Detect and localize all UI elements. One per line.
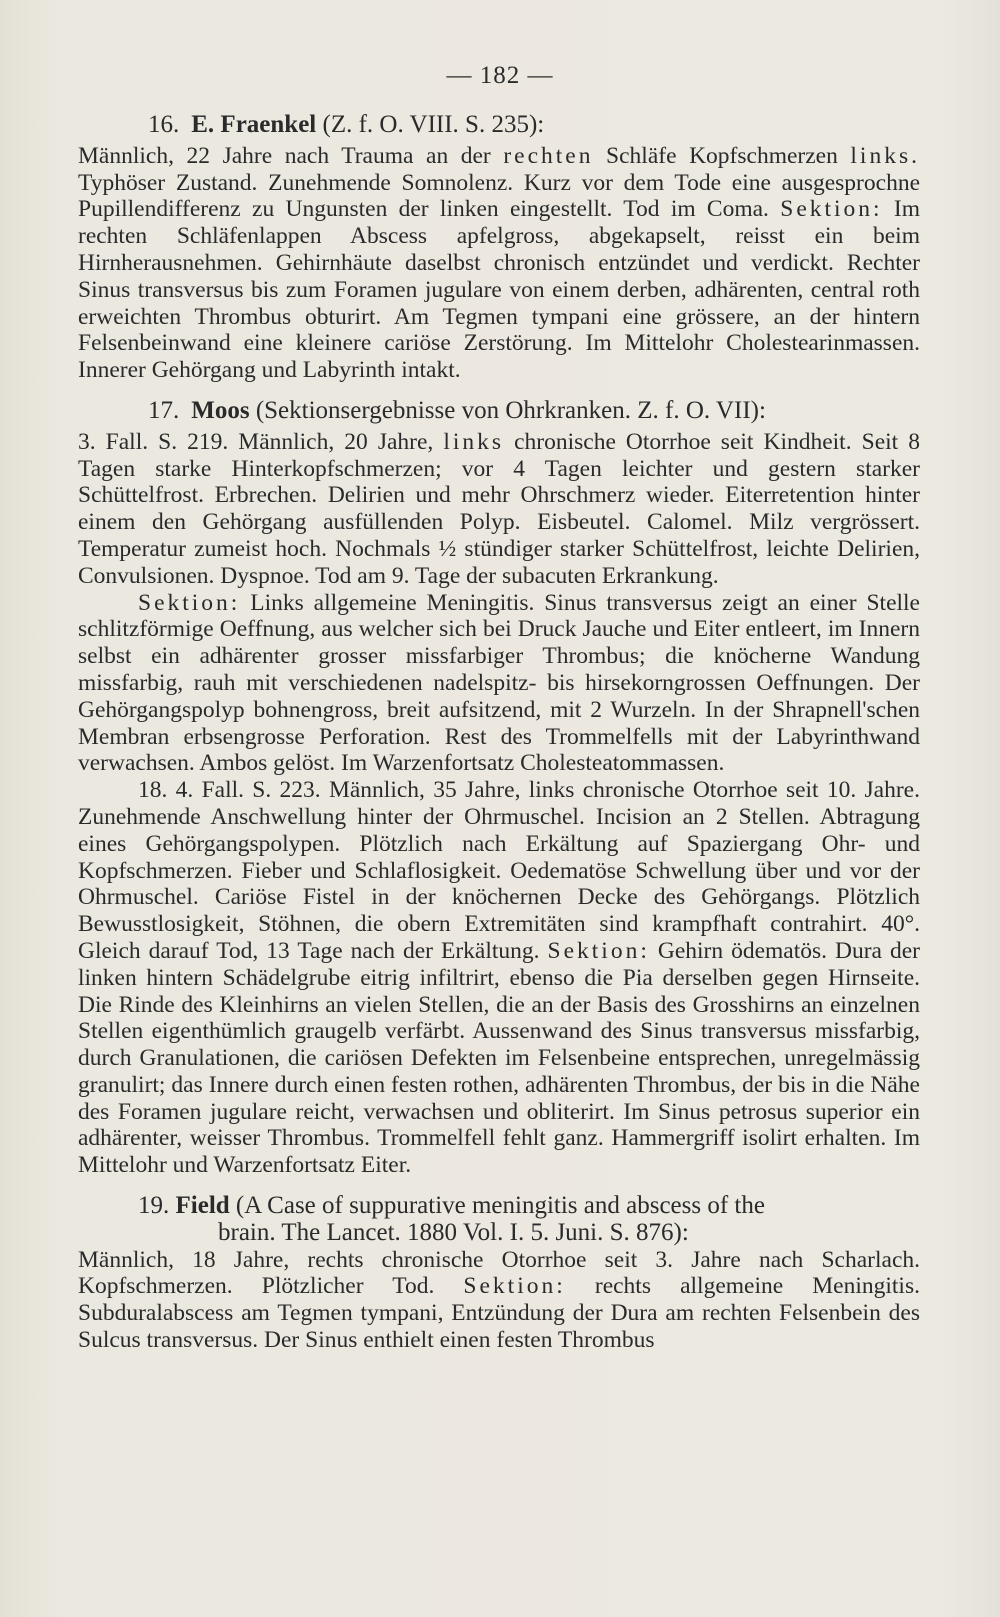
case-author: Field bbox=[175, 1192, 230, 1220]
body-text: Gehirn ödematös. Dura der linken hintern Schädelgrube eitrig infiltrirt, ebenso die Pia derselben gegen Hirnseite. Die Rinde des Kleinhirns an vielen Stellen, die an der Basis des Grosshirns an einzelnen Stellen eigenthümlich graugelb verfärbt. Aussenwand des Sinus transversus missfarbig, durch Granulationen, die cariösen Defekten im Felsenbeine entsprechen, unregelmässig granulirt; das Innere durch einen festen rothen, adhärenten Thrombus, der bis in die Nähe des Foramen jugulare reicht, verwachsen und obliterirt. Im Sinus petrosus superior ein adhärenter, weisser Thrombus. Trommelfell fehlt ganz. Hammergriff isolirt erhalten. Im Mittelohr und Warzenfortsatz Eiter. bbox=[78, 937, 920, 1179]
body-text: Typhöser Zustand. Zunehmende Somnolenz. Kurz vor dem Tode eine ausgesprochne Pupillendifferenz zu Ungunsten der linken eingestellt. Tod im Coma. bbox=[78, 169, 920, 223]
case-body bbox=[78, 1247, 920, 1354]
page-number: — 182 — bbox=[446, 62, 554, 89]
case-entry-19 bbox=[78, 1193, 920, 1354]
case-number: 18. bbox=[138, 777, 168, 804]
case-number: 16. bbox=[148, 111, 180, 138]
emphasized-word: links. bbox=[850, 142, 920, 169]
case-body bbox=[78, 429, 920, 590]
case-body-sektion bbox=[78, 590, 920, 778]
sektion-label: Sektion: bbox=[780, 196, 883, 223]
sektion-label: Sektion: bbox=[138, 589, 241, 616]
case-source-line-1: (A Case of suppurative meningitis and abscess of the bbox=[235, 1192, 765, 1220]
body-text: Männlich, 18 Jahre, rechts chronische Otorrhoe seit 3. Jahre nach Scharlach. Kopfschmerzen. Plötzlicher Tod. bbox=[78, 1246, 920, 1300]
case-number: 19. bbox=[138, 1192, 170, 1220]
case-heading-17 bbox=[78, 398, 920, 425]
case-source: (Sektionsergebnisse von Ohrkranken. Z. f. O. VII): bbox=[255, 396, 766, 424]
case-entry-16 bbox=[78, 112, 920, 384]
case-heading-16 bbox=[78, 112, 920, 139]
case-entry-18 bbox=[78, 777, 920, 1179]
body-text: Im rechten Schläfenlappen Abscess apfelgross, abgekapselt, reisst ein beim Hirnherausnehmen. Gehirnhäute daselbst chronisch entzündet und verdickt. Rechter Sinus transversus bis zum Foramen jugulare von einem derben, adhärenten, central roth erweichten Thrombus obturirt. Am Tegmen tympani eine grössere, an der hintern Felsenbeinwand eine kleinere cariöse Zerstörung. Im Mittelohr Cholestearinmassen. Innerer Gehörgang und Labyrinth intakt. bbox=[78, 196, 921, 384]
body-text: chronische Otorrhoe seit Kindheit. Seit 8 Tagen starke Hinterkopfschmerzen; vor 4 Tagen leichter und gestern starker Schüttelfrost. Erbrechen. Delirien und mehr Ohrschmerz wieder. Eiterretention hinter einem den Gehörgang ausfüllenden Polyp. Eisbeutel. Calomel. Milz vergrössert. Temperatur zumeist hoch. Nochmals ½ stündiger starker Schüttelfrost, leichte Delirien, Convulsionen. Dyspnoe. Tod am 9. Tage der subacuten Erkrankung. bbox=[78, 428, 920, 589]
body-text: 3. Fall. S. 219. Männlich, 20 Jahre, bbox=[78, 428, 444, 455]
case-source-line-2: brain. The Lancet. 1880 Vol. I. 5. Juni. S. 876): bbox=[218, 1218, 689, 1246]
body-text: Links allgemeine Meningitis. Sinus transversus zeigt an einer Stelle schlitzförmige Oeffnung, aus welcher sich bei Druck Jauche und Eiter entleert, im Innern selbst ein adhärenter grosser missfarbiger Thrombus; die knöcherne Wandung missfarbig, rauh mit verschiedenen nadelspitz- bis hirsekorngrossen Oeffnungen. Der Gehörgangspolyp bohnengross, breit aufsitzend, mit 2 Wurzeln. In der Shrapnell'schen Membran erbsengrosse Perforation. Rest des Trommelfells mit der Labyrinthwand verwachsen. Ambos gelöst. Im Warzenfortsatz Cholesteatommassen. bbox=[78, 589, 920, 777]
sektion-label: Sektion: bbox=[463, 1273, 566, 1300]
case-number: 17. bbox=[148, 396, 180, 424]
case-heading-19 bbox=[78, 1193, 920, 1247]
case-author: Moos bbox=[191, 396, 250, 424]
body-text: 4. Fall. S. 223. Männlich, 35 Jahre, links chronische Otorrhoe seit 10. Jahre. Zunehmende Anschwellung hinter der Ohrmuschel. Incision an 2 Stellen. Abtragung eines Gehörgangspolypen. Plötzlich nach Erkältung auf Spaziergang Ohr- und Kopfschmerzen. Fieber und Schlaflosigkeit. Oedematöse Schwellung über und vor der Ohrmuschel. Cariöse Fistel in der knöchernen Decke des Gehörgangs. Plötzlich Bewusstlosigkeit, Stöhnen, die obern Extremitäten sind krampfhaft contrahirt. 40°. Gleich darauf Tod, 13 Tage nach der Erkältung. bbox=[78, 777, 920, 964]
case-author: E. Fraenkel bbox=[191, 111, 317, 138]
emphasized-word: rechten bbox=[503, 142, 594, 169]
body-text: rechts allgemeine Meningitis. Subduralabscess am Tegmen tympani, Entzündung der Dura am rechten Felsenbein des Sulcus transversus. Der Sinus enthielt einen festen Thrombus bbox=[78, 1273, 920, 1354]
emphasized-word: links bbox=[443, 428, 505, 455]
case-source: (Z. f. O. VIII. S. 235): bbox=[322, 111, 545, 138]
case-body bbox=[78, 777, 920, 1179]
case-body bbox=[78, 143, 920, 384]
body-text: Männlich, 22 Jahre nach Trauma an der bbox=[78, 142, 504, 169]
body-text: Schläfe Kopfschmerzen bbox=[593, 142, 851, 169]
sektion-label: Sektion: bbox=[547, 937, 650, 964]
case-entry-17 bbox=[78, 398, 920, 777]
page-text bbox=[78, 112, 920, 1354]
